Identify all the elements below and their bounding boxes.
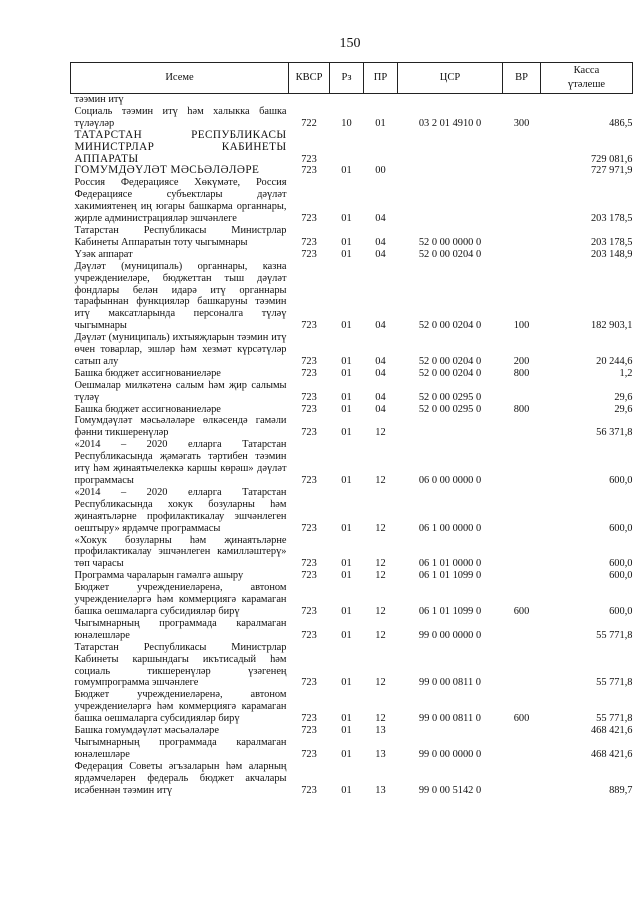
cell-name: Дәүләт (муниципаль) органнары, казна учреждениеләре, бюджеттан тыш дәүләт фондлары белән идарә итү органнары тарафыннан функцияләр башкаруны тәэмин итү максатларында персоналга түләү чыгымнары	[74, 260, 287, 332]
cell-kvsr: 723	[301, 165, 317, 177]
cell-pr: 01	[375, 117, 386, 129]
cell-csr: 99 0 00 5142 0	[418, 784, 482, 796]
cell-pr: 04	[375, 213, 386, 225]
table-row	[71, 404, 633, 416]
cell-kvsr: 723	[301, 558, 317, 570]
table-row	[71, 535, 633, 571]
cell-kvsr: 723	[301, 153, 317, 165]
cell-vr: 100	[513, 320, 530, 332]
cell-rz	[330, 94, 364, 106]
cell-name: Бюджет учреждениеләренә, автоном учреждениеләргә һәм коммерциягә карамаган башка оешмаларга субсидияләр бирү	[74, 582, 287, 617]
cell-vr	[503, 487, 541, 535]
cell-kvsr: 723	[301, 213, 317, 225]
table-row	[71, 94, 633, 106]
cell-pr	[364, 94, 398, 106]
cell-csr: 52 0 00 0295 0	[418, 391, 482, 403]
cell-pr	[364, 130, 398, 166]
cell-rz: 01	[341, 391, 352, 403]
cell-vr: 800	[513, 367, 530, 379]
cell-vr	[503, 439, 541, 487]
cell-name: Социаль тәэмин итү һәм халыкка башка түләүләр	[74, 105, 287, 129]
cell-name: Башка бюджет ассигнованиеләре	[74, 403, 221, 415]
cell-name: Башка гомумдәүләт мәсьәләләре	[74, 725, 219, 737]
cell-rz: 01	[341, 475, 352, 486]
cell-kvsr: 723	[301, 475, 317, 486]
cell-rz: 01	[341, 748, 352, 760]
cell-rz: 01	[341, 165, 352, 177]
table-row	[71, 261, 633, 332]
cell-kvsr: 723	[301, 748, 317, 760]
column-header-sum-line2: үтәлеше	[567, 79, 606, 90]
table-row	[71, 225, 633, 249]
cell-sum: 29,6	[614, 391, 633, 403]
cell-pr: 12	[375, 522, 386, 534]
table-row	[71, 130, 633, 166]
cell-name: Үзәк аппарат	[74, 248, 133, 260]
table-row	[71, 165, 633, 177]
table-row	[71, 415, 633, 439]
cell-sum: 203 148,9	[590, 248, 633, 260]
cell-rz: 01	[341, 355, 352, 367]
cell-sum: 600,0	[609, 570, 633, 582]
cell-rz: 01	[341, 558, 352, 570]
cell-name: Татарстан Республикасы Министрлар Кабинеты Аппаратын тоту чыгымнары	[74, 224, 287, 248]
column-header-vr: ВР	[503, 63, 541, 94]
cell-rz: 01	[341, 367, 352, 379]
cell-name: «2014 – 2020 елларга Татарстан Республикасында хокук бозуларны һәм җинаятьләрне профилактикалау эшчәнлеген оештыру» ярдәмче программасы	[74, 486, 287, 534]
cell-csr: 52 0 00 0204 0	[418, 248, 482, 260]
cell-csr: 52 0 00 0204 0	[418, 367, 482, 379]
cell-rz: 10	[341, 117, 352, 129]
table-row	[71, 570, 633, 582]
cell-csr: 99 0 00 0811 0	[419, 713, 481, 725]
cell-vr: 800	[513, 403, 530, 415]
cell-name: Федерация Советы әгъзаларын һәм аларның ярдәмчеләрен федераль бюджет акчалары исәбеннән тәэмин итү	[74, 760, 287, 796]
cell-csr	[398, 130, 503, 166]
cell-csr: 99 0 00 0000 0	[418, 748, 482, 760]
cell-kvsr: 723	[301, 570, 317, 582]
cell-kvsr: 723	[301, 391, 317, 403]
cell-kvsr: 723	[301, 605, 317, 617]
cell-kvsr: 723	[301, 355, 317, 367]
table-row	[71, 737, 633, 761]
cell-csr: 99 0 00 0811 0	[419, 677, 481, 689]
cell-kvsr: 723	[301, 784, 317, 796]
cell-sum: 29,6	[614, 403, 633, 415]
cell-pr: 12	[375, 570, 386, 582]
cell-vr	[503, 225, 541, 249]
cell-kvsr	[289, 94, 330, 106]
column-header-sum-line1: Касса	[573, 65, 600, 76]
table-row	[71, 618, 633, 642]
cell-name: Чыгымнарның программада каралмаган юнәлешләре	[74, 736, 287, 760]
table-row	[71, 368, 633, 380]
table-row	[71, 380, 633, 404]
cell-kvsr: 723	[301, 367, 317, 379]
cell-vr	[503, 725, 541, 737]
cell-pr: 12	[375, 629, 386, 641]
cell-kvsr: 723	[301, 248, 317, 260]
cell-csr: 52 0 00 0204 0	[418, 355, 482, 367]
cell-pr: 13	[375, 725, 386, 737]
table-row	[71, 249, 633, 261]
cell-csr	[398, 415, 503, 439]
cell-pr: 12	[375, 475, 386, 486]
cell-rz: 01	[341, 236, 352, 248]
cell-vr	[503, 535, 541, 571]
cell-sum: 1,2	[619, 367, 633, 379]
cell-kvsr: 722	[301, 117, 317, 129]
cell-vr	[503, 380, 541, 404]
cell-rz: 01	[341, 629, 352, 641]
cell-vr	[503, 177, 541, 225]
cell-pr: 04	[375, 403, 386, 415]
table-row	[71, 761, 633, 797]
cell-pr: 12	[375, 558, 386, 570]
cell-name: Бюджет учреждениеләренә, автоном учреждениеләргә һәм коммерциягә карамаган башка оешмаларга субсидияләр бирү	[74, 689, 287, 725]
cell-pr: 12	[375, 713, 386, 725]
cell-vr	[503, 642, 541, 690]
cell-sum: 56 371,8	[596, 427, 633, 439]
cell-kvsr: 723	[301, 236, 317, 248]
cell-pr: 13	[375, 748, 386, 760]
cell-vr: 600	[513, 605, 530, 617]
cell-vr	[503, 415, 541, 439]
table-row	[71, 177, 633, 225]
cell-name: тәэмин итү	[74, 94, 124, 105]
table-row	[71, 725, 633, 737]
cell-sum: 20 244,6	[596, 355, 633, 367]
column-header-kvsr: КВСР	[289, 63, 330, 94]
cell-csr	[398, 94, 503, 106]
cell-sum: 600,0	[609, 605, 633, 617]
cell-sum: 486,5	[609, 117, 633, 129]
cell-vr	[503, 618, 541, 642]
cell-vr	[503, 94, 541, 106]
cell-csr: 06 0 00 0000 0	[418, 475, 482, 486]
cell-name: Татарстан Республикасы Министрлар Кабинеты каршындагы икътисадый һәм социаль тикшеренүләр үзәгенең гомумпрограмма эшчәнлеге	[74, 641, 287, 689]
cell-pr: 04	[375, 236, 386, 248]
cell-pr: 12	[375, 427, 386, 439]
cell-sum: 203 178,5	[590, 213, 633, 225]
cell-vr	[503, 249, 541, 261]
cell-vr: 600	[513, 713, 530, 725]
cell-sum: 203 178,5	[590, 236, 633, 248]
cell-sum: 889,7	[609, 784, 633, 796]
cell-name: Оешмалар милкәтенә салым һәм җир салымы түләү	[74, 379, 287, 403]
cell-rz: 01	[341, 725, 352, 737]
cell-rz: 01	[341, 248, 352, 260]
cell-csr: 52 0 00 0000 0	[418, 236, 482, 248]
cell-rz	[330, 130, 364, 166]
cell-csr	[398, 177, 503, 225]
cell-rz: 01	[341, 605, 352, 617]
table-row	[71, 439, 633, 487]
cell-sum: 182 903,1	[590, 320, 633, 332]
table-row	[71, 582, 633, 618]
cell-csr: 06 1 01 1099 0	[418, 605, 482, 617]
cell-sum: 468 421,6	[590, 748, 633, 760]
cell-name: «Хокук бозуларны һәм җинаятьләрне профилактикалау эшчәнлеген камилләштерү» төп чарасы	[74, 534, 287, 570]
cell-pr: 12	[375, 677, 386, 689]
cell-csr: 03 2 01 4910 0	[418, 117, 482, 129]
table-body	[71, 94, 633, 797]
cell-sum: 55 771,8	[596, 629, 633, 641]
cell-rz: 01	[341, 522, 352, 534]
cell-csr: 52 0 00 0204 0	[418, 320, 482, 332]
cell-sum: 729 081,6	[590, 153, 633, 165]
cell-vr	[503, 165, 541, 177]
cell-name: ТАТАРСТАН РЕСПУБЛИКАСЫ МИНИСТРЛАР КАБИНЕТЫ АППАРАТЫ	[74, 128, 287, 165]
cell-rz: 01	[341, 677, 352, 689]
cell-pr: 04	[375, 320, 386, 332]
cell-kvsr: 723	[301, 403, 317, 415]
cell-sum: 55 771,8	[596, 677, 633, 689]
table-header	[71, 63, 633, 94]
cell-kvsr: 723	[301, 677, 317, 689]
cell-kvsr: 723	[301, 320, 317, 332]
cell-csr: 52 0 00 0295 0	[418, 403, 482, 415]
cell-vr: 200	[513, 355, 530, 367]
cell-pr: 12	[375, 605, 386, 617]
column-header-csr: ЦСР	[398, 63, 503, 94]
cell-rz: 01	[341, 427, 352, 439]
cell-vr	[503, 737, 541, 761]
table-row	[71, 332, 633, 368]
cell-name: Гомумдәүләт мәсьәләләре өлкәсендә гамәли фәнни тикшеренүләр	[74, 415, 287, 439]
cell-rz: 01	[341, 570, 352, 582]
cell-csr: 06 1 01 0000 0	[418, 558, 482, 570]
cell-kvsr: 723	[301, 725, 317, 737]
cell-sum: 55 771,8	[596, 713, 633, 725]
table-row	[71, 106, 633, 130]
cell-rz: 01	[341, 713, 352, 725]
cell-vr: 300	[513, 117, 530, 129]
cell-vr	[503, 130, 541, 166]
cell-rz: 01	[341, 320, 352, 332]
cell-sum: 468 421,6	[590, 725, 633, 737]
table-row	[71, 689, 633, 725]
cell-pr: 13	[375, 784, 386, 796]
cell-sum: 600,0	[609, 475, 633, 486]
column-header-rz: Рз	[330, 63, 364, 94]
cell-rz: 01	[341, 403, 352, 415]
cell-name: Чыгымнарның программада каралмаган юнәлешләре	[74, 617, 287, 641]
page-number: 150	[339, 36, 361, 51]
cell-rz: 01	[341, 784, 352, 796]
cell-pr: 04	[375, 248, 386, 260]
cell-csr: 06 1 01 1099 0	[418, 570, 482, 582]
cell-kvsr: 723	[301, 713, 317, 725]
cell-name: Дәүләт (муниципаль) ихтыяҗларын тәэмин итү өчен товарлар, эшләр һәм хезмәт күрсәтүләр сатып алу	[74, 332, 287, 367]
cell-csr	[398, 165, 503, 177]
column-header-sum	[541, 63, 633, 94]
table-row	[71, 642, 633, 690]
cell-name: «2014 – 2020 елларга Татарстан Республикасында җәмәгать тәртибен тәэмин итү һәм җинаятьчелеккә каршы көрәш» дәүләт программасы	[74, 439, 287, 486]
cell-sum: 600,0	[609, 558, 633, 570]
cell-pr: 04	[375, 367, 386, 379]
cell-name: ГОМУМДӘҮЛӘТ МӘСЬӘЛӘЛӘРЕ	[74, 164, 260, 177]
cell-sum	[541, 94, 633, 106]
budget-table	[70, 62, 633, 796]
cell-pr: 00	[375, 165, 386, 177]
cell-kvsr: 723	[301, 629, 317, 641]
cell-vr	[503, 761, 541, 797]
cell-name: Башка бюджет ассигнованиеләре	[74, 367, 221, 379]
cell-csr	[398, 725, 503, 737]
cell-kvsr: 723	[301, 427, 317, 439]
cell-name: Россия Федерациясе Хөкүмәте, Россия Федерациясе субъектлары дәүләт хакимиятенең иң югары башкарма органнары, җирле администрацияләр эшчәнлеге	[74, 177, 287, 225]
cell-csr: 06 1 00 0000 0	[418, 522, 482, 534]
cell-vr	[503, 570, 541, 582]
cell-name: Программа чараларын гамәлгә ашыру	[74, 570, 244, 582]
column-header-name: Исеме	[71, 63, 289, 94]
cell-pr: 04	[375, 391, 386, 403]
cell-pr: 04	[375, 355, 386, 367]
cell-rz: 01	[341, 213, 352, 225]
column-header-pr: ПР	[364, 63, 398, 94]
cell-sum: 727 971,9	[590, 165, 633, 177]
table-row	[71, 487, 633, 535]
cell-sum: 600,0	[609, 522, 633, 534]
cell-kvsr: 723	[301, 522, 317, 534]
cell-csr: 99 0 00 0000 0	[418, 629, 482, 641]
